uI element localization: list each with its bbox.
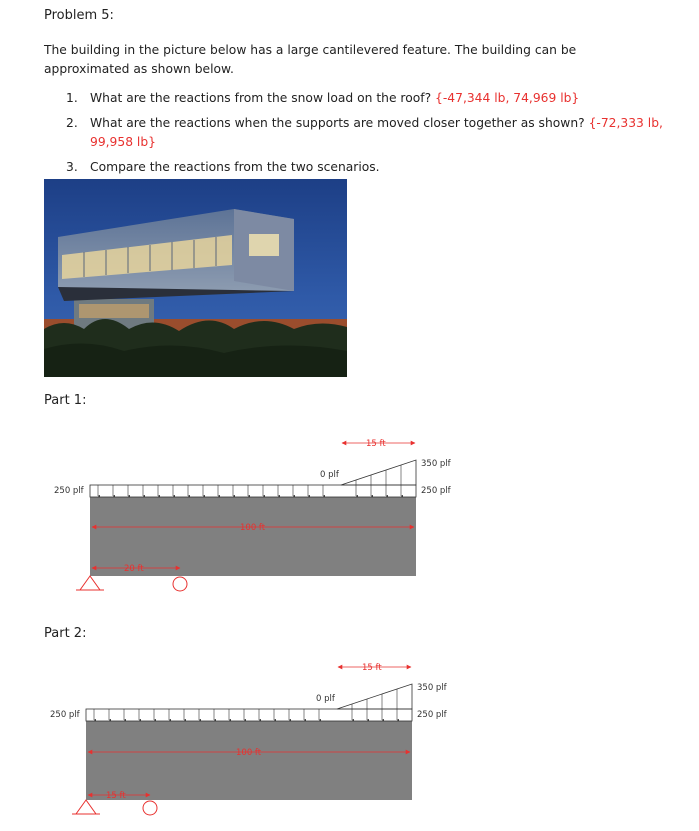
uniform-load-arrows: [94, 709, 319, 720]
part-1-diagram: [0, 430, 699, 600]
building-photo: [44, 179, 347, 377]
question-text: What are the reactions when the supports are moved closer together as shown?: [90, 116, 589, 130]
problem-intro: The building in the picture below has a large cantilevered feature. The building can be approximated as shown below.: [44, 43, 577, 76]
beam-length-label: 100 ft: [236, 748, 262, 758]
roller-support: [173, 577, 187, 591]
part-1-label: Part 1:: [44, 393, 87, 408]
uniform-load-label: 250 plf: [54, 486, 84, 496]
question-3: [66, 158, 666, 177]
drift-length-label: 15 ft: [366, 439, 386, 449]
question-answer: {-47,344 lb, 74,969 lb}: [435, 91, 580, 105]
pin-support: [80, 576, 100, 590]
question-number: 3.: [66, 160, 78, 174]
peak-load-label: 350 plf: [417, 683, 447, 693]
uniform-load-arrows: [98, 485, 323, 496]
end-load-label: 250 plf: [421, 486, 451, 496]
question-text: Compare the reactions from the two scenarios.: [90, 160, 380, 174]
beam: [86, 721, 412, 800]
peak-load-label: 350 plf: [421, 459, 451, 469]
drift-length-label: 15 ft: [362, 663, 382, 673]
support-spacing-label: 20 ft: [124, 564, 144, 574]
end-window: [249, 234, 279, 256]
question-number: 1.: [66, 91, 78, 105]
roller-support: [143, 801, 157, 815]
question-2: [66, 114, 666, 152]
question-1: [66, 89, 666, 108]
question-text: What are the reactions from the snow load on the roof?: [90, 91, 436, 105]
uniform-load: [86, 709, 412, 721]
drift-load: [337, 684, 412, 709]
end-load-label: 250 plf: [417, 710, 447, 720]
zero-load-label: 0 plf: [316, 694, 335, 704]
drift-load: [341, 460, 416, 485]
question-number: 2.: [66, 116, 78, 130]
zero-load-label: 0 plf: [320, 470, 339, 480]
problem-title: Problem 5:: [44, 8, 114, 23]
support-spacing-label: 15 ft: [106, 791, 126, 801]
question-list: [66, 89, 666, 183]
uniform-load-label: 250 plf: [50, 710, 80, 720]
part-2-diagram: [0, 655, 699, 825]
uniform-load: [90, 485, 416, 497]
beam-length-label: 100 ft: [240, 523, 266, 533]
pin-support: [76, 800, 96, 814]
part-2-label: Part 2:: [44, 626, 87, 641]
question-answer: {-72,333 lb, 99,958 lb}: [90, 116, 663, 149]
